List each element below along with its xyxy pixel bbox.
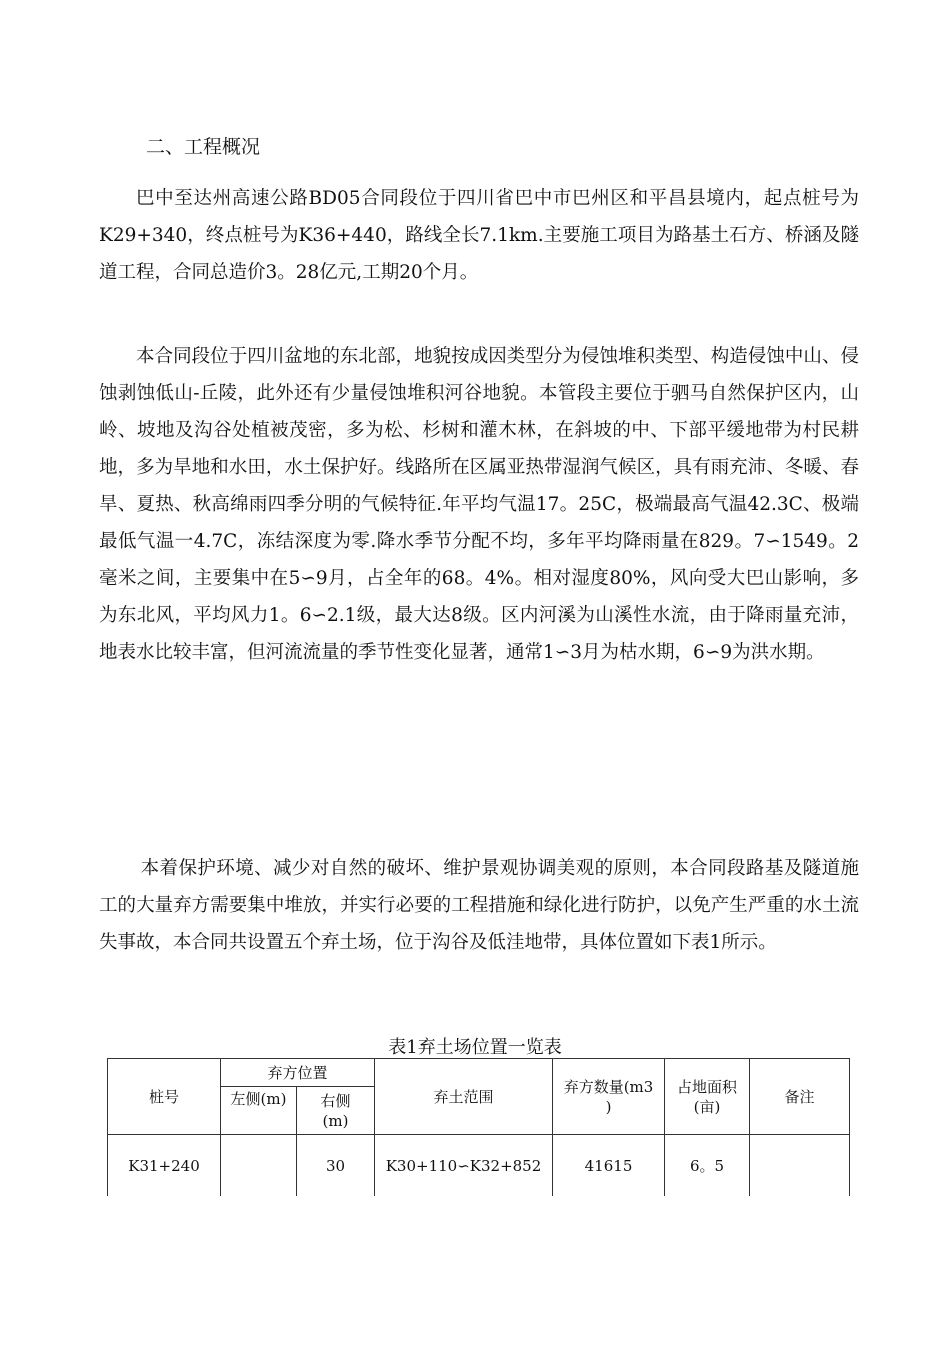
table-caption: 表1弃土场位置一览表 (388, 1037, 562, 1058)
cell-spoil-quantity: 41615 (553, 1135, 665, 1197)
header-pile-no: 桩号 (108, 1059, 221, 1135)
header-land-area: 占地面积(亩) (665, 1059, 750, 1135)
header-remarks: 备注 (750, 1059, 850, 1135)
cell-right-side: 30 (297, 1135, 375, 1197)
header-spoil-position: 弃方位置 (221, 1059, 375, 1087)
cell-spoil-range: K30+110∽K32+852 (375, 1135, 553, 1197)
header-right-side: 右侧(m) (297, 1087, 375, 1135)
cell-remarks (750, 1135, 850, 1197)
cell-pile-no: K31+240 (108, 1135, 221, 1197)
cell-left-side (221, 1135, 297, 1197)
cell-land-area: 6。5 (665, 1135, 750, 1197)
paragraph-project-location: 巴中至达州高速公路BD05合同段位于四川省巴中市巴州区和平昌县境内，起点桩号为K29+340，终点桩号为K36+440，路线全长7.1km.主要施工项目为路基土石方、桥涵及隧道工程，合同总造价3。28亿元,工期20个月。 (99, 188, 859, 283)
paragraph-terrain-climate: 本合同段位于四川盆地的东北部，地貌按成因类型分为侵蚀堆积类型、构造侵蚀中山、侵蚀剥蚀低山-丘陵，此外还有少量侵蚀堆积河谷地貌。本管段主要位于驷马自然保护区内，山岭、坡地及沟谷处植被茂密，多为松、杉树和灌木林，在斜坡的中、下部平缓地带为村民耕地，多为旱地和水田，水土保护好。线路所在区属亚热带湿润气候区，具有雨充沛、冬暖、春旱、夏热、秋高绵雨四季分明的气候特征.年平均气温17。25C，极端最高气温42.3C、极端最低气温一4.7C，冻结深度为零.降水季节分配不均，多年平均降雨量在829。7∽1549。2毫米之间，主要集中在5∽9月，占全年的68。4%。相对湿度80%，风向受大巴山影响，多为东北风，平均风力1。6∽2.1级，最大达8级。区内河溪为山溪性水流，由于降雨量充沛，地表水比较丰富，但河流流量的季节性变化显著，通常1∽3月为枯水期，6∽9为洪水期。 (99, 346, 859, 663)
header-spoil-range: 弃土范围 (375, 1059, 553, 1135)
header-left-side: 左侧(m) (221, 1087, 297, 1135)
section-heading: 二、工程概况 (146, 136, 261, 158)
table-row (108, 1135, 850, 1197)
paragraph-spoil-ground: 本着保护环境、减少对自然的破坏、维护景观协调美观的原则，本合同段路基及隧道施工的大量弃方需要集中堆放，并实行必要的工程措施和绿化进行防护，以免产生严重的水土流失事故，本合同共设置五个弃土场，位于沟谷及低洼地带，具体位置如下表1所示。 (99, 858, 859, 953)
page-bottom-blank (100, 1196, 860, 1346)
header-spoil-quantity: 弃方数量(m3 ) (553, 1059, 665, 1135)
